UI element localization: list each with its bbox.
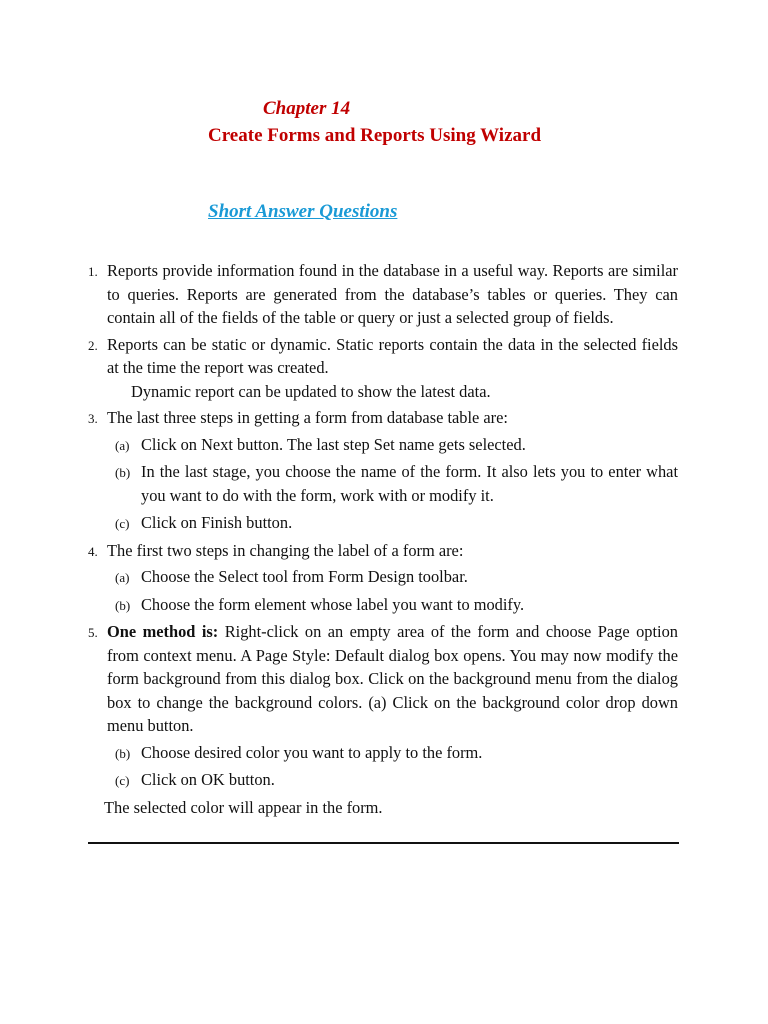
step-item [88, 565, 678, 589]
question-2 [88, 333, 678, 404]
question-3-steps [88, 433, 678, 535]
step-item [88, 768, 678, 792]
step-text: Choose desired color you want to apply to the form. [141, 742, 483, 762]
question-3 [88, 406, 678, 430]
bottom-divider [88, 842, 679, 844]
step-label: (a) [115, 570, 130, 585]
question-5-steps [88, 741, 678, 792]
question-4 [88, 539, 678, 563]
answer-text: The first two steps in changing the label of a form are: [107, 540, 464, 560]
step-item [88, 460, 678, 507]
step-item [88, 511, 678, 535]
question-number: 3. [88, 411, 98, 426]
step-item [88, 593, 678, 617]
section-heading: Short Answer Questions [208, 201, 398, 222]
chapter-heading: Chapter 14 [263, 98, 351, 119]
question-1 [88, 259, 678, 330]
step-text: Choose the Select tool from Form Design toolbar. [141, 567, 468, 586]
step-label: (b) [115, 597, 131, 613]
step-label: (a) [115, 437, 130, 453]
question-number: 1. [88, 264, 98, 279]
step-item [88, 433, 678, 457]
question-4-steps [88, 565, 678, 616]
question-number: 5. [88, 625, 98, 640]
answer-extra-text: Dynamic report can be updated to show the latest data. [131, 381, 491, 401]
step-label: (c) [115, 516, 130, 531]
answer-text: Reports provide information found in the database in a useful way. Reports are similar to queries. Reports are generated from the database’s tables or queries. They can contain all of the fields of the table or query or just a selected group of fields. [107, 261, 678, 327]
step-label: (b) [115, 745, 131, 761]
step-text: Click on Next button. The last step Set name gets selected. [141, 434, 526, 454]
closing-note: The selected color will appear in the form. [104, 797, 383, 817]
answer-text: The last three steps in getting a form from database table are: [107, 408, 508, 427]
step-item [88, 741, 678, 765]
step-text: Click on Finish button. [141, 513, 293, 532]
step-text: Choose the form element whose label you want to modify. [141, 594, 525, 614]
answer-text: Reports can be static or dynamic. Static reports contain the data in the selected fields at the time the report was created. [107, 334, 678, 377]
step-text: Click on OK button. [141, 770, 275, 789]
answer-body: Right-click on an empty area of the form and choose Page option from context menu. A Page Style: Default dialog box opens. You may now modify the form background from this dialog box. Click on the background menu from the dialog box to change the background colors. (a) Click on the background color drop down menu button. [107, 622, 678, 735]
question-5 [88, 620, 678, 738]
question-number: 2. [88, 337, 98, 353]
answers-list [88, 259, 678, 819]
step-text: In the last stage, you choose the name of the form. It also lets you to enter what you want to do with the form, work with or modify it. [141, 462, 678, 505]
chapter-title: Create Forms and Reports Using Wizard [208, 125, 542, 146]
answer-lead-bold: One method is: [107, 622, 219, 641]
question-number: 4. [88, 543, 98, 559]
answer-text [107, 620, 678, 738]
step-label: (c) [115, 773, 130, 788]
step-label: (b) [115, 465, 131, 480]
